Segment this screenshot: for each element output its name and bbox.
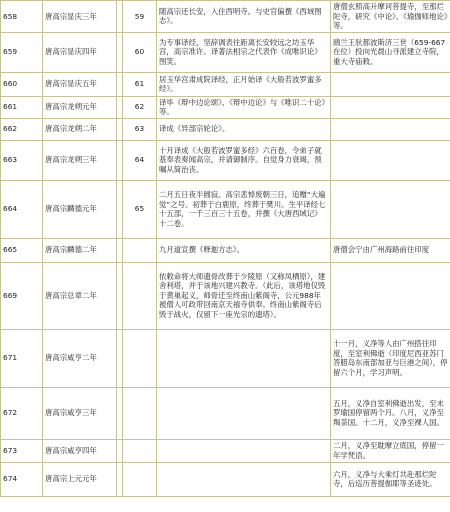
note-text: 十一月，义净等人由广州搭往印度，至室利佛逝（印度尼西亚苏门答腊岛东南部加亚与巨港之间），停留六个月，学习声明。 [333,339,448,377]
year-text: 664 [3,204,18,214]
event-text: 二月五日夜半圆寂。高宗悲悼废朝三日，追赠“大遍觉”之号。初葬于白鹿原，终葬于樊川。生平译经七十五部，一千三百三十五卷，并撰《大唐西域记》十二卷。 [159,190,326,228]
event-cell [157,238,331,262]
year-text: 659 [3,47,18,57]
event-cell [157,262,331,329]
year-text: 669 [3,290,18,300]
age-text: 65 [134,204,145,214]
note-text: 二月，义净至耽摩立底国，停留一年学梵语。 [333,441,444,460]
reign-text: 唐高宗咸亨三年 [45,408,97,418]
reign-cell [43,96,117,118]
table-row [1,96,450,118]
table-row [1,118,450,140]
reign-cell [43,262,117,329]
table-row [1,72,450,96]
table-row [1,180,450,238]
reign-cell [43,72,117,96]
year-cell [1,1,43,33]
age-text: 62 [134,102,145,112]
table-row [1,439,450,462]
note-cell [331,387,450,439]
reign-cell [43,32,117,72]
note-text: 唐僧会宁由广州海路前往印度 [333,245,430,255]
age-text: 64 [134,155,145,165]
event-cell [157,96,331,118]
year-text: 661 [3,102,18,112]
event-cell [157,180,331,238]
reign-cell [43,180,117,238]
event-cell [157,118,331,140]
year-text: 660 [3,79,18,89]
reign-cell [43,238,117,262]
note-cell [331,180,450,238]
year-cell [1,439,43,462]
age-cell [123,262,157,329]
year-text: 672 [3,408,18,418]
table-row [1,462,450,496]
year-cell [1,32,43,72]
note-text: 鹞兰王驮都波斯济三世（659-667在位）投向光晨山寻派建立寺院，重大寺庙敕。 [333,37,446,66]
event-text: 居玉华宫肃成院译经，正月始译《大般若波罗蜜多经》。 [159,74,322,93]
reign-text: 唐高宗龙朔元年 [45,102,97,112]
year-text: 674 [3,474,18,484]
event-text: 为专事译经，坚辞调表往距离长安较远之坊玉华宫，高宗准许。译著法相宗之代表作《成唯识论》图笑。 [159,37,322,66]
event-text: 译毕《辩中边论颂》、《辩中边论》与《唯识二十论》等。 [159,97,326,116]
age-cell [123,96,157,118]
reign-text: 唐高宗麟德元年 [45,204,97,214]
reign-cell [43,462,117,496]
event-text: 随高宗还长安，入住西明寺。与史官偏撰《西域图志》。 [159,6,322,26]
year-cell [1,140,43,180]
age-text: 59 [134,11,145,21]
note-cell [331,140,450,180]
event-cell [157,72,331,96]
age-cell [123,439,157,462]
note-text: 五月，义净自室利佛逝出发，至末罗瑜国停留两个月。八月，义净至羯荼国。十二月，义净至裸人国。 [333,398,444,427]
age-text: 61 [134,79,145,89]
age-cell [123,462,157,496]
event-cell [157,329,331,387]
note-text: 六月，义净与大乘灯共赴那烂陀寺，后巡历菩提伽耶等圣迹处。 [333,469,437,488]
reign-text: 唐高宗龙朔二年 [45,124,97,134]
year-cell [1,387,43,439]
reign-text: 唐高宗总章二年 [45,290,97,300]
event-text: 译成《异部宗轮论》。 [159,124,230,134]
table-row [1,262,450,329]
note-cell [331,32,450,72]
event-text: 十月译成《大般若波罗蜜多经》六百卷，令弟子就基奉表奏闻高宗，并请御制序。自觉身力衰竭，预嘱从简治丧。 [159,145,322,174]
age-cell [123,72,157,96]
table-row [1,140,450,180]
year-cell [1,462,43,496]
age-text: 63 [134,124,145,134]
year-text: 658 [3,11,18,21]
event-cell [157,439,331,462]
reign-text: 唐高宗显庆四年 [45,47,97,57]
table-row [1,387,450,439]
year-cell [1,262,43,329]
note-cell [331,462,450,496]
note-cell [331,262,450,329]
note-cell [331,238,450,262]
age-cell [123,329,157,387]
note-cell [331,96,450,118]
reign-text: 唐高宗咸亨二年 [45,353,97,363]
reign-text: 唐高宗麟德二年 [45,245,97,255]
age-cell [123,238,157,262]
age-cell [123,180,157,238]
year-cell [1,72,43,96]
table-row [1,1,450,33]
note-text: 唐僧玄照高升摩诃菩提寺，至那烂陀寺，研究《中论》、《瑜伽师地论》等。 [333,2,448,30]
reign-text: 唐高宗咸亨四年 [45,445,97,455]
year-cell [1,118,43,140]
year-text: 663 [3,155,18,165]
event-cell [157,387,331,439]
age-cell [123,32,157,72]
table-row [1,238,450,262]
year-cell [1,96,43,118]
event-cell [157,462,331,496]
event-cell [157,1,331,33]
age-cell [123,140,157,180]
year-text: 671 [3,353,18,363]
reign-cell [43,1,117,33]
reign-cell [43,329,117,387]
note-cell [331,118,450,140]
table-row [1,32,450,72]
year-cell [1,329,43,387]
table-row [1,329,450,387]
note-cell [331,439,450,462]
note-cell [331,1,450,33]
reign-cell [43,387,117,439]
reign-text: 唐高宗显庆五年 [45,79,97,89]
reign-cell [43,118,117,140]
reign-text: 唐高宗显庆三年 [45,11,97,21]
event-text: 依敕命将大师遗骨改葬于少陵原（又称凤栖原），建舍利塔，并于该地兴建兴教寺。（此后，该塔地仅毁于黄巢起义，师骨迁至终南山紫阁寺，公元988年被僧人可政带回南京天禧寺供奉。终南山紫阁寺后毁于战火，仅留下一座光宗的遗塔）。 [159,271,326,319]
reign-text: 唐高宗上元元年 [45,474,97,484]
year-cell [1,180,43,238]
year-text: 673 [3,445,18,455]
reign-text: 唐高宗龙朔三年 [45,155,97,165]
event-cell [157,32,331,72]
reign-cell [43,439,117,462]
note-cell [331,329,450,387]
reign-cell [43,140,117,180]
year-cell [1,238,43,262]
event-cell [157,140,331,180]
age-text: 60 [134,47,145,57]
age-cell [123,1,157,33]
note-cell [331,72,450,96]
year-text: 665 [3,245,18,255]
event-text: 九月道宣撰《释迦方志》。 [159,245,244,255]
year-text: 662 [3,124,18,134]
age-cell [123,118,157,140]
age-cell [123,387,157,439]
